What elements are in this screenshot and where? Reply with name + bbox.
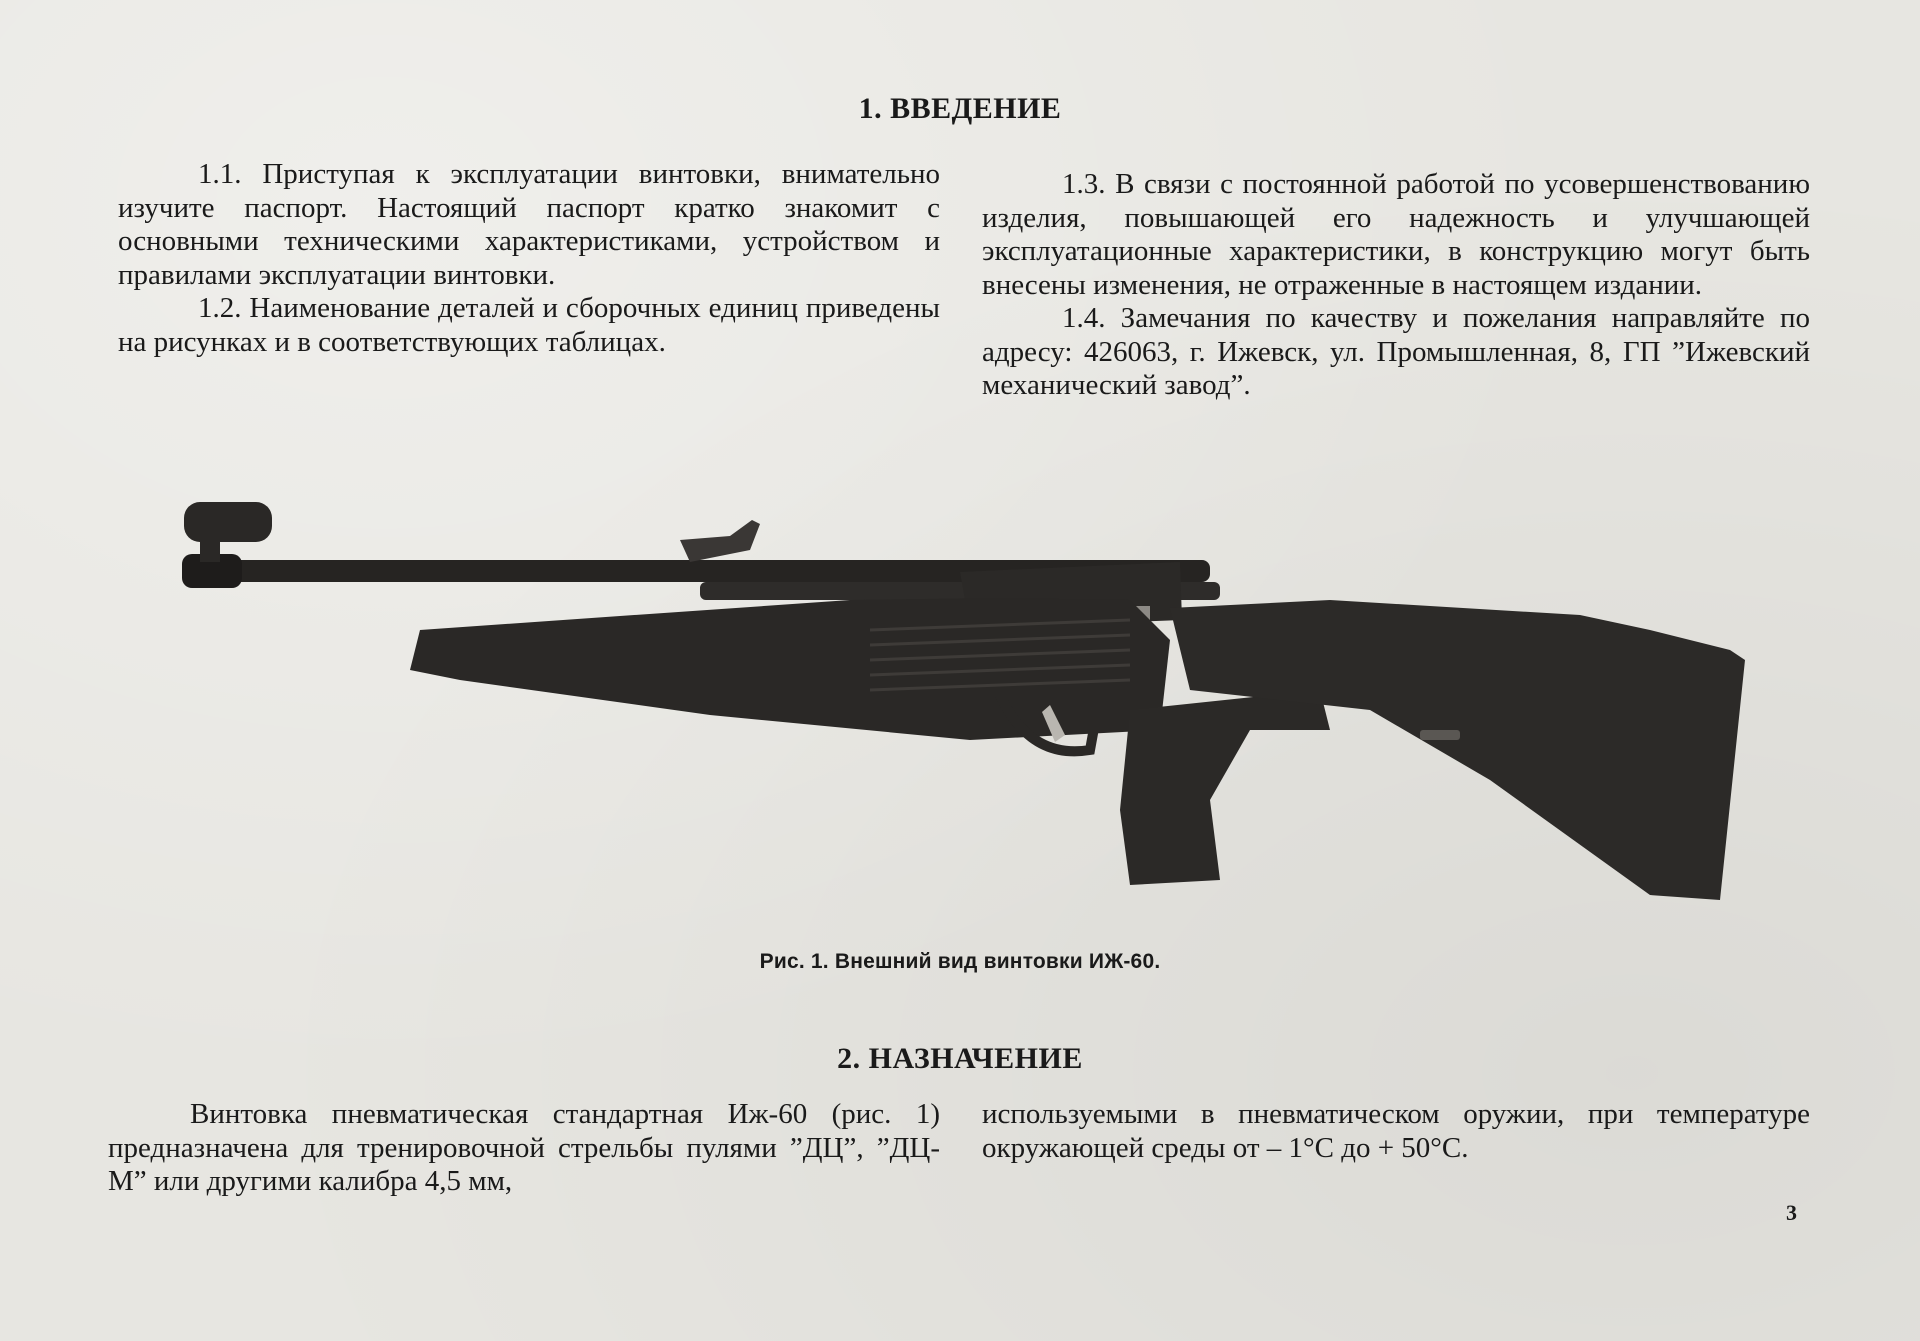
page-number: 3 — [1786, 1200, 1797, 1225]
rear-sight — [680, 520, 760, 562]
paragraph-2-right: используемыми в пневматическом оружии, при температуре окружающей среды от – 1°С до + 50°С. — [982, 1098, 1810, 1164]
paragraph-1-2: 1.2. Наименование деталей и сборочных единиц приведены на рисунках и в соответствующих таблицах. — [118, 292, 940, 358]
pistol-grip — [1120, 690, 1330, 885]
section-2-left-column — [108, 1098, 940, 1199]
paragraph-1-4: 1.4. Замечания по качеству и пожелания направляйте по адресу: 426063, г. Ижевск, ул. Промышленная, 8, ГП ”Ижевский механический завод”. — [982, 302, 1810, 401]
rifle-stock — [1170, 600, 1745, 900]
section-1-left-column — [118, 158, 940, 359]
paragraph-1-1: 1.1. Приступая к эксплуатации винтовки, внимательно изучите паспорт. Настоящий паспорт кратко знакомит с основными техническими характеристиками, устройством и правилами эксплуатации винтовки. — [118, 158, 940, 291]
figure-caption: Рис. 1. Внешний вид винтовки ИЖ-60. — [759, 950, 1161, 973]
paragraph-1-3: 1.3. В связи с постоянной работой по усовершенствованию изделия, повышающей его надежность и улучшающей эксплуатационные характеристики, в конструкцию могут быть внесены изменения, не отраженные в настоящем издании. — [982, 168, 1810, 301]
section-2-right-column — [982, 1098, 1810, 1165]
section-2-title: 2. НАЗНАЧЕНИЕ — [837, 1042, 1083, 1075]
section-1-right-column — [982, 168, 1810, 403]
rifle-illustration — [170, 480, 1770, 920]
section-1-title: 1. ВВЕДЕНИЕ — [858, 92, 1062, 125]
front-sight — [184, 502, 272, 542]
paragraph-2-left: Винтовка пневматическая стандартная Иж-60 (рис. 1) предназначена для тренировочной стрельбы пулями ”ДЦ”, ”ДЦ-М” или другими калибра 4,5 мм, — [108, 1098, 940, 1197]
